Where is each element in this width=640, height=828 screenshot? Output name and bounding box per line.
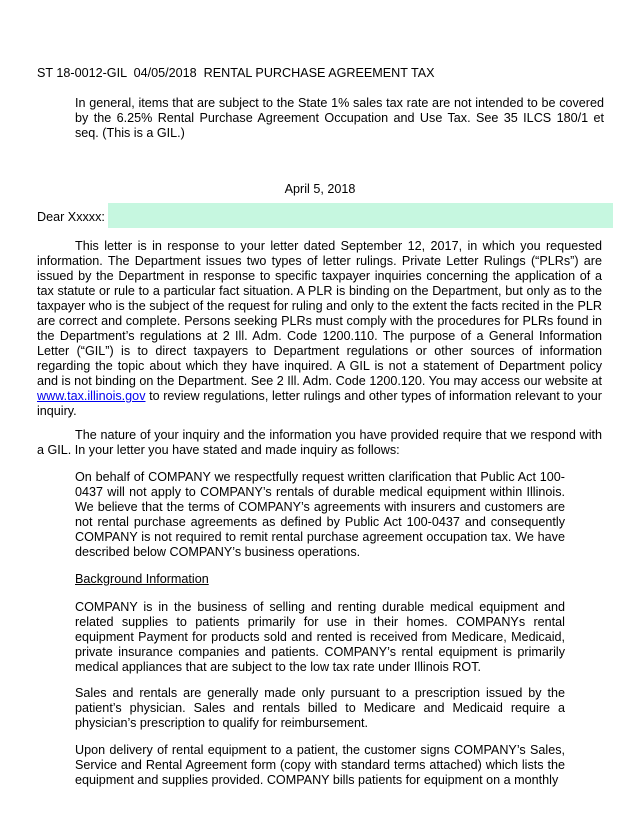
quoted-paragraph-3: Sales and rentals are generally made only pursuant to a prescription issued by the patient’s physician. Sales and rentals billed to Medicare and Medicaid require a physician’s prescription to qualify for reimbursement. [75, 686, 565, 730]
website-link[interactable]: www.tax.illinois.gov [37, 389, 146, 403]
quoted-paragraph-4: Upon delivery of rental equipment to a patient, the customer signs COMPANY’s Sales, Service and Rental Agreement form (copy with standard terms attached) which lists the equipment and supplies provided. COMPANY bills patients for equipment on a monthly [75, 743, 565, 787]
letter-date: April 5, 2018 [284, 182, 356, 196]
background-heading: Background Information [75, 572, 209, 586]
body-paragraph-1 [37, 239, 602, 419]
salutation: Dear Xxxxx: [37, 210, 105, 224]
body-paragraph-2 [37, 428, 602, 458]
redaction-highlight [108, 203, 613, 228]
document-header: ST 18-0012-GIL 04/05/2018 RENTAL PURCHASE AGREEMENT TAX [37, 66, 435, 80]
paragraph-text: This letter is in response to your letter dated September 12, 2017, in which you requested information. The Department issues two types of letter rulings. Private Letter Rulings (“PLRs”) are issued by the Department in response to specific taxpayer inquiries concerning the application of a tax statute or rule to a particular fact situation. A PLR is binding on the Department, but only as to the taxpayer who is the subject of the request for ruling and only to the extent the facts recited in the PLR are correct and complete. Persons seeking PLRs must comply with the procedures for PLRs found in the Department’s regulations at 2 Ill. Adm. Code 1200.110. The purpose of a General Information Letter (“GIL”) is to direct taxpayers to Department regulations or other sources of information regarding the topic about which they have inquired. A GIL is not a statement of Department policy and is not binding on the Department. See 2 Ill. Adm. Code 1200.120. You may access our website at [37, 239, 602, 388]
summary-paragraph: In general, items that are subject to the State 1% sales tax rate are not intended to be covered by the 6.25% Rental Purchase Agreement Occupation and Use Tax. See 35 ILCS 180/1 et seq. (This is a GIL.) [75, 96, 604, 140]
quoted-paragraph-2: COMPANY is in the business of selling and renting durable medical equipment and related supplies to patients primarily for use in their homes. COMPANYs rental equipment Payment for products sold and rented is received from Medicare, Medicaid, private insurance companies and patients. COMPANY’s rental equipment is primarily medical appliances that are subject to the low tax rate under Illinois ROT. [75, 600, 565, 674]
paragraph-text: The nature of your inquiry and the information you have provided require that we respond with a GIL. In your letter you have stated and made inquiry as follows: [37, 428, 602, 457]
quoted-paragraph-1: On behalf of COMPANY we respectfully request written clarification that Public Act 100-0437 will not apply to COMPANY’s rentals of durable medical equipment within Illinois. We believe that the terms of COMPANY’s agreements with insurers and customers are not rental purchase agreements as defined by Public Act 100-0437 and consequently COMPANY is not required to remit rental purchase agreement occupation tax. We have described below COMPANY’s business operations. [75, 470, 565, 559]
paragraph-text: to review regulations, letter rulings and other types of information relevant to your inquiry. [37, 389, 602, 418]
